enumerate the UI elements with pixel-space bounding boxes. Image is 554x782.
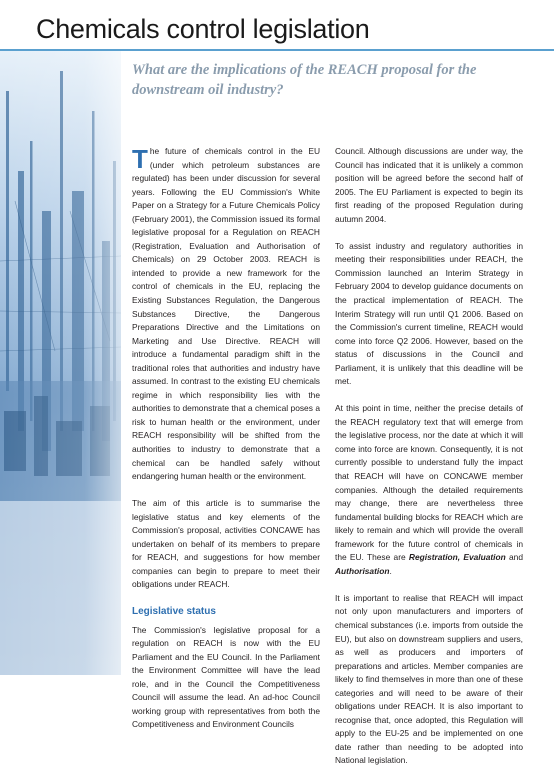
refinery-photo (0, 51, 121, 675)
building-blocks-text: At this point in time, neither the precise details of the REACH regulatory text that will emerge from the legislative process, nor the date at which it will come into force are known. Consequently, it is not currently possible to understand fully the impact that REACH will have on CONCAWE member companies. Although the detailed requirements may change, there are nevertheless three fundamental building blocks for REACH which are likely to remain and which will provide the overall framework for the future control of chemicals in the EU. These are (335, 403, 523, 563)
legislative-status-paragraph: The Commission's legislative proposal for a regulation on REACH is now with the EU Parliament and the EU Council. In the Parliament the Environment Committee will have the lead role, and in the Council the Competitiveness Council will assume the lead. An ad-hoc Council working group with representatives from both the Competitiveness and Environment Councils (132, 624, 320, 730)
section-heading-legislative-status: Legislative status (132, 605, 216, 617)
intro-text: he future of chemicals control in the EU (under which petroleum substances are regulated) has been under discussion for several years. Following the EU Commission's White Paper on a Strategy for a Future Chemicals Policy (February 2001), the Commission issued its formal legislative proposal for a Regulation on REACH (Registration, Evaluation and Authorisation of Chemicals) on 29 October 2003. REACH is intended to provide a new framework for the control of chemicals in the EU, replacing the Existing Substances Regulation, the Dangerous Substances Directive, the Dangerous Preparations Directive and the Limitations on Marketing and Use Directive. REACH will introduce a fundamental paradigm shift in the traditional roles that authorities and industry have assumed. In contrast to the existing EU chemicals regime in which responsibility lies with the authorities to demonstrate that a chemical poses a risk to human health or the environment, under REACH responsibility will be shifted from the authorities to industry to demonstrate that a chemical can be handled safely without endangering human health or the environment. (132, 146, 320, 482)
article-column-left (132, 145, 320, 745)
impact-paragraph: It is important to realise that REACH will impact not only upon manufacturers and importers of chemical substances (i.e. imports from outside the EU), but also on downstream suppliers and users, as well as producers and importers of preparations and articles. Member companies are likely to find themselves in more than one of these categories and will need to be aware of their obligations under REACH. It is also important to recognise that, once adopted, this Regulation will apply to the EU-25 and be implemented on one date rather than needing to be adopted into National legislation. (335, 592, 523, 766)
building-blocks-emphasis-authorisation: Authorisation (335, 565, 390, 576)
aim-paragraph: The aim of this article is to summarise the legislative status and key elements of the Commission's proposal, activities CONCAWE has undertaken on behalf of its members to prepare for REACH, and suggestions for how member companies can begin to prepare to meet their obligations under REACH. (132, 498, 320, 590)
interim-strategy-paragraph: To assist industry and regulatory authorities in meeting their responsibilities under REACH, the Commission launched an Interim Strategy in February 2004 to develop guidance documents on the practical implementation of REACH. The Interim Strategy will run until Q1 2006. Based on the Commission's current timeline, REACH would come into force Q2 2006. However, based on the status of discussions in the Council and Parliament, it is unlikely that this deadline will be met. (335, 240, 523, 387)
page-title: Chemicals control legislation (36, 14, 370, 44)
building-blocks-end: . (389, 565, 392, 576)
building-blocks-paragraph (335, 402, 523, 578)
building-blocks-and: and (505, 552, 523, 563)
article-column-right (335, 145, 523, 782)
dropcap: T (132, 144, 148, 174)
building-blocks-emphasis: Registration, Evaluation (408, 552, 506, 563)
subtitle: What are the implications of the REACH proposal for the downstream oil industry? (132, 62, 477, 98)
intro-paragraph (132, 145, 320, 484)
council-paragraph: Council. Although discussions are under way, the Council has indicated that it is unlikely a common position will be agreed before the second half of 2005. The EU Parliament is expected to begin its first reading of the proposed Regulation during autumn 2004. (335, 146, 523, 224)
